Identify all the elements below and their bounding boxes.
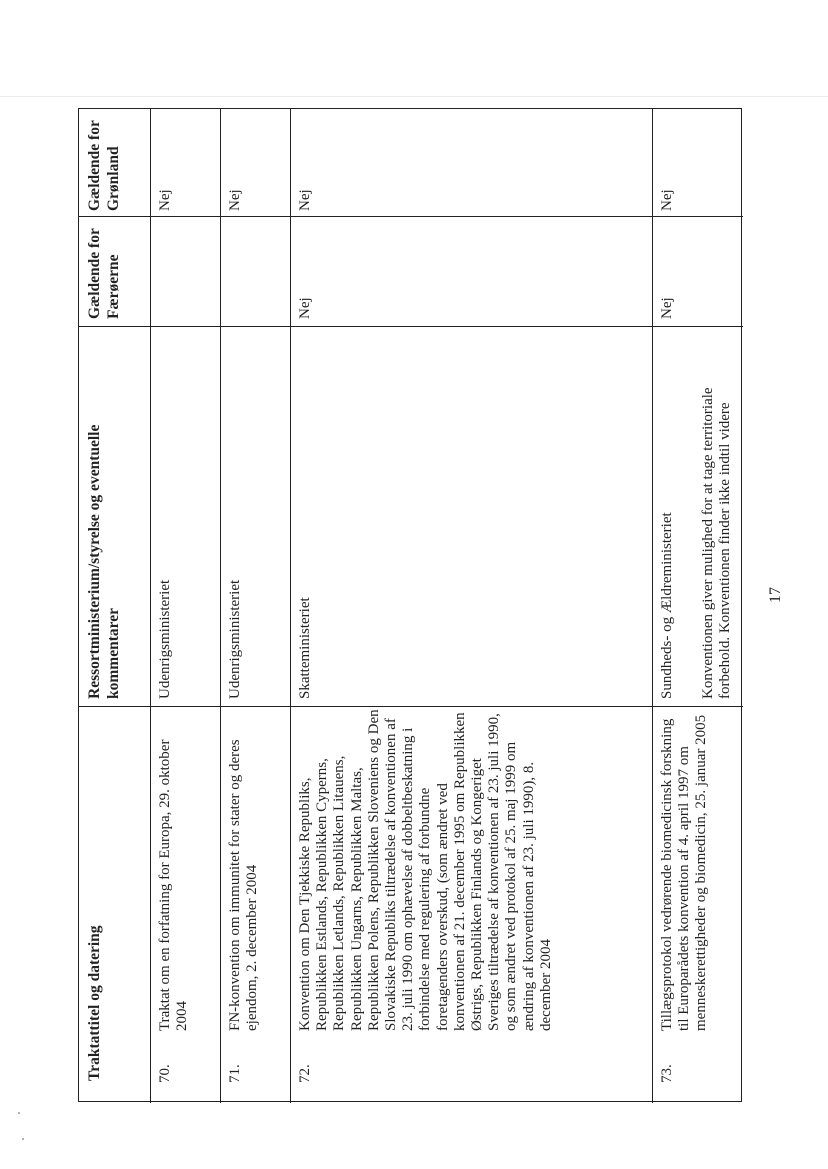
row-number: 70. <box>157 1064 173 1083</box>
ministry-cell <box>653 327 743 707</box>
greenland-cell: Nej <box>659 189 675 211</box>
ministry-comment: Konventionen giver mulighed for at tage territoriale forbehold. Konventionen finder ikke indtil videre <box>700 387 734 699</box>
treaty-title: FN-konvention om immunitet for stater og deres ejendom, 2. december 2004 <box>227 739 261 1031</box>
table-row <box>221 109 291 1103</box>
ministry-cell: Udenrigsministeriet <box>227 579 243 699</box>
header-ministry-cell <box>79 327 150 707</box>
ministry-name: Sundheds- og Ældreministeriet <box>659 512 675 699</box>
treaty-table-rotated <box>79 109 743 1103</box>
faroe-cell <box>221 217 290 327</box>
faroe-cell <box>151 217 220 327</box>
greenland-cell: Nej <box>227 189 243 211</box>
treaty-title: Tillægsprotokol vedrørende biomedicinsk forskning til Europarådets konvention af 4. april 1997 om menneskerettigheder og biomedicin, 25. januar 2005 <box>659 714 710 1031</box>
row-number: 71. <box>227 1064 243 1083</box>
scan-artifact-line <box>0 96 828 97</box>
treaty-title: Konvention om Den Tjekkiske Republiks, Republikken Estlands, Republikken Cyperns, Republikken Letlands, Republikken Litauens, Republikken Ungarns, Republikken Maltas, Republikken Polens, Republikken Sloveniens og Den Slovakiske Republiks tiltrædelse af konventionen af 23. juli 1990 om ophævelse af dobbeltbeskatning i forbindelse med regulering af forbundne foretagenders overskud, (som ændret ved konventionen af 21. december 1995 om Republikken Østrigs, Republikken Finlands og Kongeriget Sveriges tiltrædelse af konventionen af 23. juli 1990, og som ændret ved protokol af 25. maj 1999 om ændring af konventionen af 23. juli 1990), 8. december 2004 <box>297 709 554 1031</box>
table-row <box>151 109 221 1103</box>
row-number: 73. <box>659 1064 675 1083</box>
table-header-row <box>79 109 151 1103</box>
table-row <box>291 109 653 1103</box>
treaty-title: Traktat om en forfatning for Europa, 29. oktober 2004 <box>157 739 191 1031</box>
scan-speck <box>22 1138 24 1140</box>
header-title: Traktattitel og datering <box>86 925 103 1081</box>
header-faroe: Gældende for Færøerne <box>86 228 122 319</box>
scan-speck <box>18 1112 20 1114</box>
header-title-cell <box>79 707 150 1103</box>
header-greenland-cell <box>79 109 150 217</box>
faroe-cell: Nej <box>297 297 313 319</box>
ministry-cell: Udenrigsministeriet <box>157 579 173 699</box>
header-faroe-cell <box>79 217 150 327</box>
ministry-cell: Skatteministeriet <box>297 597 313 699</box>
treaty-table <box>78 108 742 1102</box>
header-ministry: Ressortministerium/styrelse og eventuelle kommentarer <box>86 424 122 699</box>
row-number: 72. <box>297 1064 313 1083</box>
greenland-cell: Nej <box>157 189 173 211</box>
header-greenland: Gældende for Grønland <box>86 120 122 211</box>
page-number: 17 <box>767 587 784 603</box>
greenland-cell: Nej <box>297 189 313 211</box>
faroe-cell: Nej <box>659 297 675 319</box>
table-row <box>653 109 743 1103</box>
